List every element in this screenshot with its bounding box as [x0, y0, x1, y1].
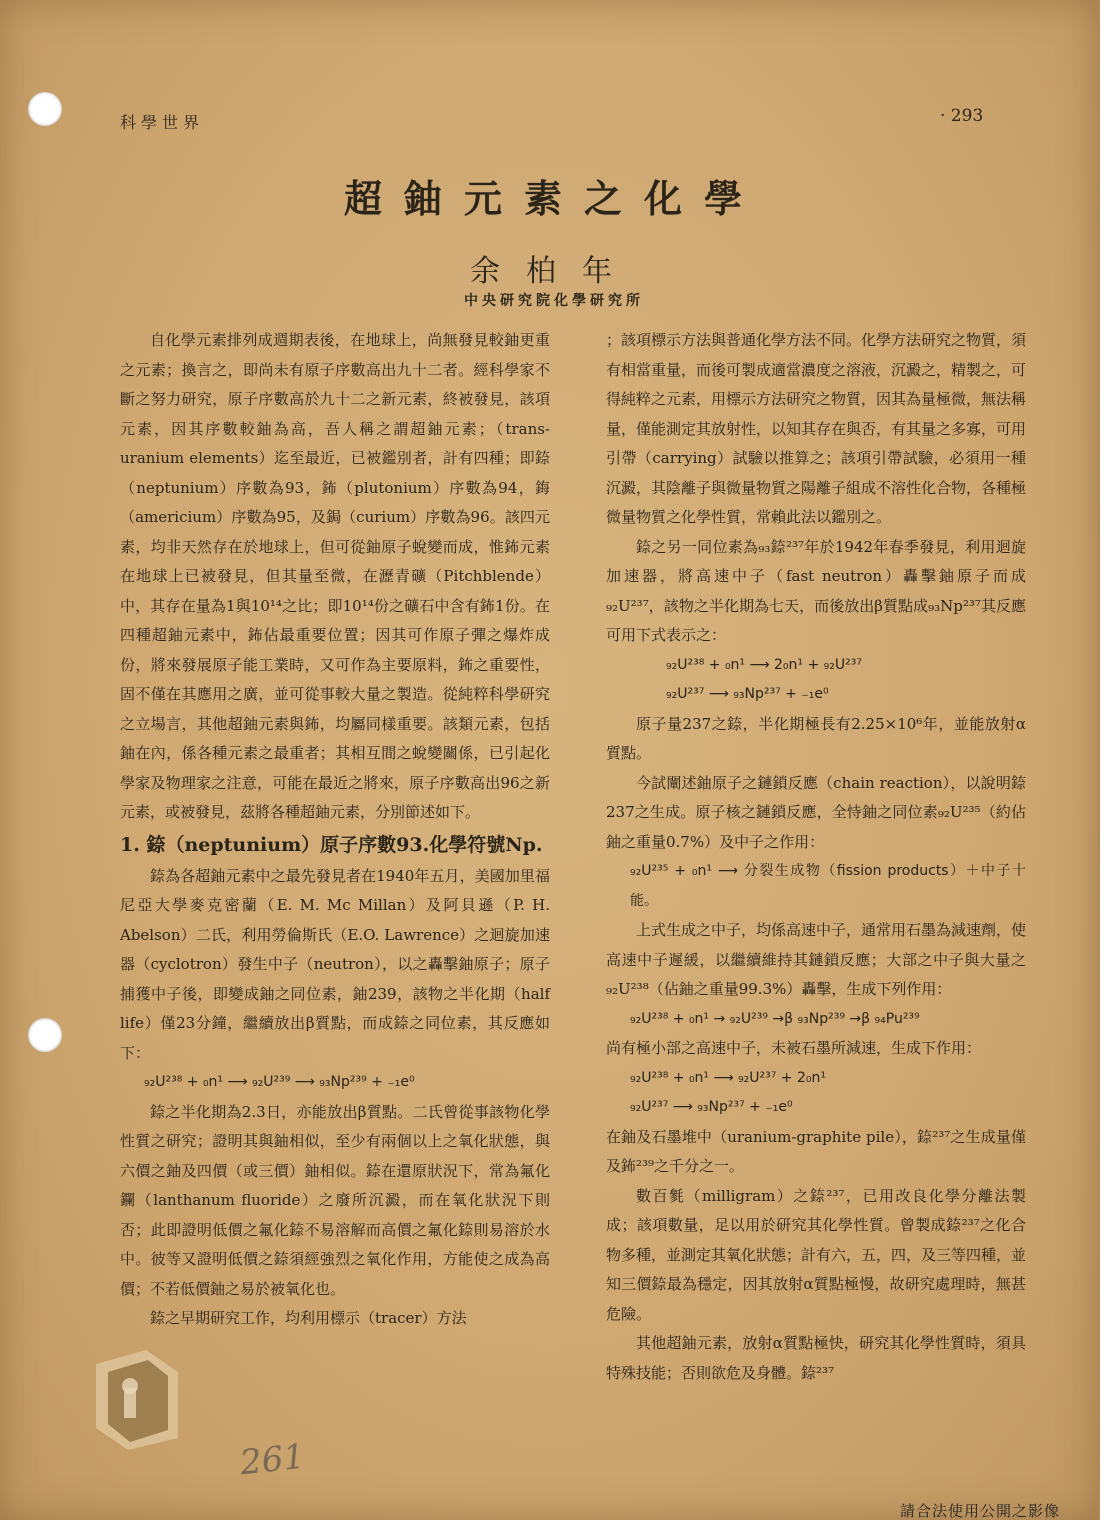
paragraph: 錼為各超鈾元素中之最先發見者在1940年五月，美國加里福尼亞大學麥克密蘭（E. M. Mc Millan）及阿貝遜（P. H. Abelson）二氏，利用勞倫斯氏（E.O. Lawrence）之迴旋加速器（cyclotron）發生中子（neutron），以之轟擊鈾原子；原子捕獲中子後，即變成鈾之同位素，鈾239，該物之半化期（half life）僅23分鐘，繼續放出β質點，而成錼之同位素，其反應如下：: [120, 866, 550, 1062]
reaction-equation: ₉₂U²³⁸ + ₀n¹ ⟶ ₉₂U²³⁹ ⟶ ₉₃Np²³⁹ + ₋₁e⁰: [144, 1074, 415, 1090]
paragraph: 尚有極小部之高速中子，未被石墨所減速，生成下作用：: [606, 1039, 982, 1057]
author-institution: 中央研究院化學研究所: [464, 293, 644, 309]
journal-name: 科學世界: [120, 113, 205, 132]
article-author: 余柏年: [470, 254, 638, 289]
section-heading-neptunium: 1. 錼（neptunium）原子序數93.化學符號Np.: [120, 833, 543, 856]
paragraph: 其他超鈾元素，放射α質點極快，研究其化學性質時，須具特殊技能；否則欲危及身體。錼²³⁷: [606, 1334, 1026, 1382]
reaction-equation: ₉₂U²³⁸ + ₀n¹ ⟶ ₉₂U²³⁷ + 2₀n¹: [630, 1069, 826, 1086]
binder-hole-bottom: [28, 1018, 62, 1052]
paragraph: 今試闡述鈾原子之鏈鎖反應（chain reaction），以說明錼237之生成。原子核之鏈鎖反應，全恃鈾之同位素₉₂U²³⁵（約佔鈾之重量0.7%）及中子之作用：: [606, 773, 1026, 851]
usage-watermark: 請合法使用公開之影像: [900, 1502, 1061, 1520]
reaction-equation: ₉₂U²³⁷ ⟶ ₉₃Np²³⁷ + ₋₁e⁰: [630, 1099, 793, 1115]
reaction-equation: ₉₂U²³⁸ + ₀n¹ → ₉₂U²³⁹ →β ₉₃Np²³⁹ →β ₉₄Pu²³⁹: [630, 1010, 920, 1027]
reaction-equation: ₉₂U²³⁸ + ₀n¹ ⟶ 2₀n¹ + ₉₂U²³⁷: [666, 656, 862, 673]
pencil-annotation: 261: [238, 1436, 307, 1484]
intro-paragraph: 自化學元素排列成週期表後，在地球上，尚無發見較鈾更重之元素；換言之，即尚未有原子序數高出九十二者。經科學家不斷之努力研究，原子序數高於九十二之新元素，終被發見，該項元素，因其序數較鈾為高，吾人稱之謂超鈾元素；（trans-uranium elements）迄至最近，已被鑑別者，計有四種；即錼（neptunium）序數為93，鈽（plutonium）序數為94，鋂（americium）序數為95，及鋦（curium）序數為96。該四元素，均非天然存在於地球上，但可從鈾原子蛻變而成，惟鈽元素在地球上已被發見，但其量至微，在瀝青礦（Pitchblende）中，其存在量為1與10¹⁴之比；即10¹⁴份之礦石中含有鈽1份。在四種超鈾元素中，鈽佔最重要位置；因其可作原子彈之爆炸成份，將來發展原子能工業時，又可作為主要原料，鈽之重要性，固不僅在其應用之廣，並可從事較大量之製造。從純粹科學研究之立場言，其他超鈾元素與鈽，均屬同樣重要。該類元素，包括鈾在內，係各種元素之最重者；其相互間之蛻變關係，已引起化學家及物理家之注意，可能在最近之將來，原子序數高出96之新元素，或被發見，茲將各種超鈾元素，分別節述如下。: [120, 331, 550, 821]
paragraph: 錼之另一同位素為₉₃錼²³⁷年於1942年春季發見，利用迴旋加速器，將高速中子（fast neutron）轟擊鈾原子而成₉₂U²³⁷，該物之半化期為七天，而後放出β質點成₉₃Np²³⁷其反應可用下式表示之：: [606, 537, 1026, 644]
paragraph: 原子量237之錼，半化期極長有2.25×10⁶年，並能放射α質點。: [606, 714, 1026, 762]
paragraph: 錼之半化期為2.3日，亦能放出β質點。二氏曾從事該物化學性質之研究；證明其與鈾相似，至少有兩個以上之氧化狀態，與六價之鈾及四價（或三價）鈾相似。錼在還原狀況下，常為氟化鑭（lanthanum fluoride）之廢所沉澱，而在氧化狀況下則否；此即證明低價之氟化錼不易溶解而高價之氟化錼則易溶於水中。彼等又證明低價之錼須經強烈之氧化作用，方能使之成為高價；不若低價鈾之易於被氧化也。: [120, 1102, 550, 1298]
paragraph: 錼之早期研究工作，均利用標示（tracer）方法: [150, 1309, 467, 1327]
paragraph: 在鈾及石墨堆中（uranium-graphite pile），錼²³⁷之生成量僅及鈽²³⁹之千分之一。: [606, 1127, 1026, 1175]
binder-hole-top: [28, 92, 62, 126]
reaction-equation: ₉₂U²³⁷ ⟶ ₉₃Np²³⁷ + ₋₁e⁰: [666, 686, 829, 702]
article-title: 超鈾元素之化學: [343, 176, 764, 221]
left-column: [120, 326, 550, 1334]
page-number: · 293: [940, 106, 984, 126]
paragraph: 上式生成之中子，均係高速中子，通常用石墨為減速劑，使高速中子遲緩，以繼續維持其鏈鎖反應；大部之中子與大量之₉₂U²³⁸（佔鈾之重量99.3%）轟擊，生成下列作用：: [606, 921, 1027, 998]
right-column: [606, 326, 1026, 1388]
library-stamp-icon: [88, 1342, 184, 1452]
paragraph: ；該項標示方法與普通化學方法不同。化學方法研究之物質，須有相當重量，而後可製成適當濃度之溶液，沉澱之，精製之，可得純粹之元素，用標示方法研究之物質，因其為量極微，無法稱量，僅能測定其放射性，以知其存在與否，有其量之多寡，可用引帶（carrying）試驗以推算之；該項引帶試驗，必須用一種沉澱，其陰離子與微量物質之陽離子組成不溶性化合物，各種極微量物質之化學性質，常賴此法以鑑別之。: [606, 331, 1027, 526]
reaction-equation: ₉₂U²³⁵ + ₀n¹ ⟶ 分裂生成物（fission products）＋中子十能。: [630, 863, 1026, 909]
paragraph: 數百毿（milligram）之錼²³⁷，已用改良化學分離法製成；該項數量，足以用於研究其化學性質。曾製成錼²³⁷之化合物多種，並測定其氧化狀態；計有六，五，四，及三等四種，並知三價錼最為穩定，因其放射α質點極慢，故研究處理時，無甚危險。: [606, 1186, 1027, 1323]
